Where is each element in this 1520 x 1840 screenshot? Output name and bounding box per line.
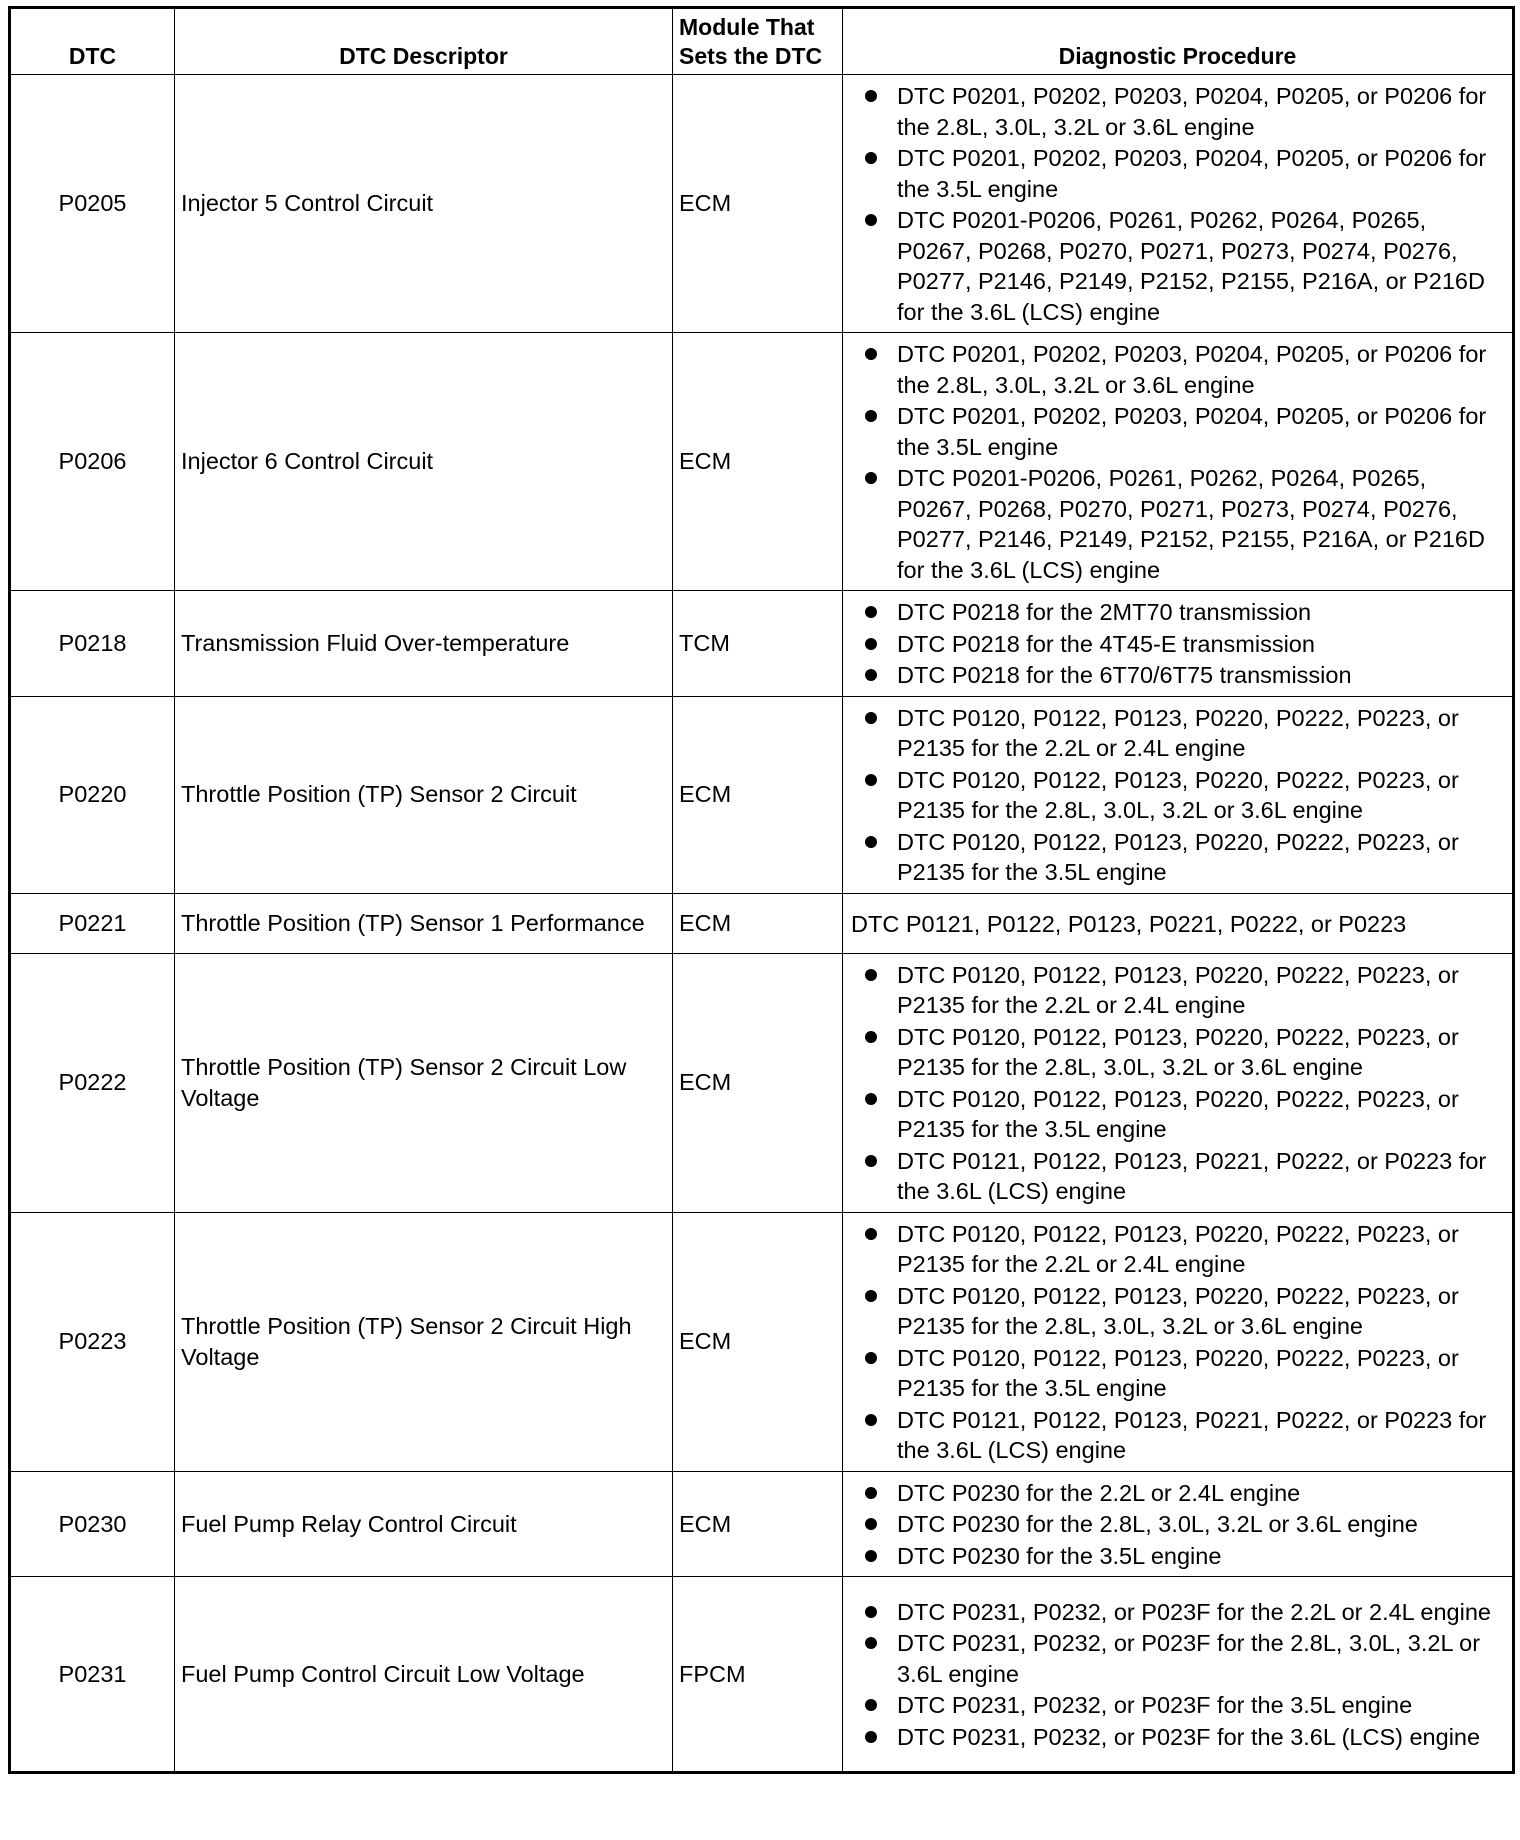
procedure-list (851, 81, 1504, 327)
procedure-item (851, 1146, 1504, 1207)
procedure-item (851, 1084, 1504, 1145)
table-row (10, 75, 1514, 333)
procedure-item (851, 205, 1504, 327)
procedure-item (851, 143, 1504, 204)
procedure-list (851, 1478, 1504, 1572)
header-dtc: DTC (10, 8, 175, 75)
procedure-link[interactable]: DTC P0218 for the 6T70/6T75 transmission (897, 662, 1352, 688)
table-body (10, 75, 1514, 1773)
dtc-module: FPCM (673, 1577, 843, 1773)
dtc-module: TCM (673, 591, 843, 697)
procedure-link[interactable]: DTC P0231, P0232, or P023F for the 3.6L (LCS) engine (897, 1723, 1481, 1750)
bullet-icon (865, 1606, 877, 1618)
table-header-row (10, 8, 1514, 75)
procedure-link[interactable]: DTC P0120, P0122, P0123, P0220, P0222, P0223, or P2135 for the 2.2L or 2.4L engine (897, 704, 1459, 761)
procedure-item (851, 597, 1504, 628)
dtc-descriptor: Fuel Pump Control Circuit Low Voltage (175, 1577, 673, 1773)
procedure-link[interactable]: DTC P0120, P0122, P0123, P0220, P0222, P0223, or P2135 for the 2.8L, 3.0L, 3.2L or 3.6L engine (897, 766, 1459, 823)
procedure-item (851, 1343, 1504, 1404)
dtc-code: P0222 (10, 953, 175, 1212)
dtc-module: ECM (673, 75, 843, 333)
dtc-module: ECM (673, 893, 843, 953)
procedure-link[interactable]: DTC P0201-P0206, P0261, P0262, P0264, P0265, P0267, P0268, P0270, P0271, P0273, P0274, P0276, P0277, P2146, P2149, P2152, P2155, P216A, or P216D for the 3.6L (LCS) engine (897, 207, 1485, 325)
table-row (10, 1577, 1514, 1773)
procedure-item (851, 1722, 1504, 1753)
table-row (10, 953, 1514, 1212)
bullet-icon (865, 1352, 877, 1364)
dtc-descriptor: Throttle Position (TP) Sensor 2 Circuit (175, 696, 673, 893)
procedure-link[interactable]: DTC P0120, P0122, P0123, P0220, P0222, P0223, or P2135 for the 3.5L engine (897, 828, 1459, 885)
dtc-descriptor: Transmission Fluid Over-temperature (175, 591, 673, 697)
bullet-icon (865, 348, 877, 360)
header-procedure: Diagnostic Procedure (843, 8, 1514, 75)
procedure-item (851, 765, 1504, 826)
table-row (10, 1471, 1514, 1577)
table-row (10, 696, 1514, 893)
dtc-module: ECM (673, 1471, 843, 1577)
dtc-code: P0221 (10, 893, 175, 953)
diagnostic-procedure (843, 591, 1514, 697)
bullet-icon (865, 836, 877, 848)
diagnostic-procedure (843, 333, 1514, 591)
bullet-icon (865, 774, 877, 786)
procedure-link[interactable]: DTC P0120, P0122, P0123, P0220, P0222, P0223, or P2135 for the 2.2L or 2.4L engine (897, 961, 1459, 1018)
procedure-list (851, 339, 1504, 585)
diagnostic-procedure (843, 893, 1514, 953)
dtc-module: ECM (673, 1212, 843, 1471)
bullet-icon (865, 669, 877, 681)
dtc-code: P0230 (10, 1471, 175, 1577)
procedure-link[interactable]: DTC P0201, P0202, P0203, P0204, P0205, or P0206 for the 2.8L, 3.0L, 3.2L or 3.6L engine (897, 83, 1487, 140)
procedure-link[interactable]: DTC P0201, P0202, P0203, P0204, P0205, or P0206 for the 3.5L engine (897, 145, 1487, 202)
dtc-table (8, 6, 1515, 1774)
dtc-code: P0223 (10, 1212, 175, 1471)
dtc-code: P0220 (10, 696, 175, 893)
procedure-item (851, 960, 1504, 1021)
procedure-item (851, 660, 1504, 691)
bullet-icon (865, 472, 877, 484)
procedure-item (851, 81, 1504, 142)
procedure-item (851, 1478, 1504, 1509)
table-row (10, 591, 1514, 697)
dtc-module: ECM (673, 696, 843, 893)
procedure-item (851, 1405, 1504, 1466)
procedure-list (851, 960, 1504, 1207)
dtc-descriptor: Throttle Position (TP) Sensor 1 Performance (175, 893, 673, 953)
dtc-module: ECM (673, 333, 843, 591)
table-row (10, 893, 1514, 953)
diagnostic-procedure (843, 75, 1514, 333)
procedure-link[interactable]: DTC P0121, P0122, P0123, P0221, P0222, or P0223 for the 3.6L (LCS) engine (897, 1406, 1487, 1463)
procedure-list (851, 597, 1504, 691)
procedure-item (851, 1597, 1504, 1628)
header-module: Module That Sets the DTC (673, 8, 843, 75)
procedure-link[interactable]: DTC P0121, P0122, P0123, P0221, P0222, or P0223 (851, 910, 1407, 937)
procedure-link[interactable]: DTC P0120, P0122, P0123, P0220, P0222, P0223, or P2135 for the 2.8L, 3.0L, 3.2L or 3.6L engine (897, 1282, 1459, 1339)
bullet-icon (865, 410, 877, 422)
procedure-link[interactable]: DTC P0231, P0232, or P023F for the 2.2L or 2.4L engine (897, 1598, 1491, 1625)
procedure-link[interactable]: DTC P0201-P0206, P0261, P0262, P0264, P0265, P0267, P0268, P0270, P0271, P0273, P0274, P0276, P0277, P2146, P2149, P2152, P2155, P216A, or P216D for the 3.6L (LCS) engine (897, 465, 1485, 583)
procedure-list (851, 1597, 1504, 1753)
procedure-item (851, 1690, 1504, 1721)
bullet-icon (865, 606, 877, 618)
procedure-link[interactable]: DTC P0218 for the 2MT70 transmission (897, 599, 1312, 625)
procedure-link[interactable]: DTC P0230 for the 3.5L engine (897, 1542, 1222, 1569)
diagnostic-procedure (843, 1212, 1514, 1471)
procedure-list (851, 703, 1504, 888)
dtc-code: P0206 (10, 333, 175, 591)
header-descriptor: DTC Descriptor (175, 8, 673, 75)
bullet-icon (865, 1637, 877, 1649)
procedure-item (851, 1022, 1504, 1083)
procedure-link[interactable]: DTC P0201, P0202, P0203, P0204, P0205, or P0206 for the 2.8L, 3.0L, 3.2L or 3.6L engine (897, 341, 1487, 398)
diagnostic-procedure (843, 696, 1514, 893)
bullet-icon (865, 1093, 877, 1105)
procedure-item (851, 1281, 1504, 1342)
bullet-icon (865, 1414, 877, 1426)
procedure-link[interactable]: DTC P0120, P0122, P0123, P0220, P0222, P0223, or P2135 for the 3.5L engine (897, 1085, 1459, 1142)
procedure-item (851, 401, 1504, 462)
bullet-icon (865, 152, 877, 164)
dtc-code: P0218 (10, 591, 175, 697)
procedure-link[interactable]: DTC P0231, P0232, or P023F for the 2.8L, 3.0L, 3.2L or 3.6L engine (897, 1630, 1481, 1687)
table-row (10, 333, 1514, 591)
procedure-link[interactable]: DTC P0120, P0122, P0123, P0220, P0222, P0223, or P2135 for the 3.5L engine (897, 1344, 1459, 1401)
procedure-item (851, 1628, 1504, 1689)
dtc-descriptor: Fuel Pump Relay Control Circuit (175, 1471, 673, 1577)
dtc-descriptor: Throttle Position (TP) Sensor 2 Circuit High Voltage (175, 1212, 673, 1471)
dtc-descriptor: Injector 6 Control Circuit (175, 333, 673, 591)
procedure-item (851, 629, 1504, 660)
diagnostic-procedure (843, 1471, 1514, 1577)
procedure-link[interactable]: DTC P0120, P0122, P0123, P0220, P0222, P0223, or P2135 for the 2.8L, 3.0L, 3.2L or 3.6L engine (897, 1023, 1459, 1080)
dtc-code: P0205 (10, 75, 175, 333)
bullet-icon (865, 1518, 877, 1530)
diagnostic-procedure (843, 1577, 1514, 1773)
bullet-icon (865, 1731, 877, 1743)
procedure-link[interactable]: DTC P0230 for the 2.8L, 3.0L, 3.2L or 3.6L engine (897, 1511, 1418, 1537)
bullet-icon (865, 1487, 877, 1499)
procedure-item (851, 1541, 1504, 1572)
bullet-icon (865, 214, 877, 226)
bullet-icon (865, 1699, 877, 1711)
procedure-item (851, 827, 1504, 888)
bullet-icon (865, 1228, 877, 1240)
procedure-link[interactable]: DTC P0218 for the 4T45-E transmission (897, 630, 1315, 657)
bullet-icon (865, 1031, 877, 1043)
bullet-icon (865, 1290, 877, 1302)
dtc-descriptor: Injector 5 Control Circuit (175, 75, 673, 333)
bullet-icon (865, 1550, 877, 1562)
diagnostic-procedure (843, 953, 1514, 1212)
procedure-item (851, 463, 1504, 585)
procedure-link[interactable]: DTC P0201, P0202, P0203, P0204, P0205, or P0206 for the 3.5L engine (897, 403, 1487, 460)
procedure-item (851, 1219, 1504, 1280)
procedure-link[interactable]: DTC P0121, P0122, P0123, P0221, P0222, or P0223 for the 3.6L (LCS) engine (897, 1147, 1487, 1204)
procedure-link[interactable]: DTC P0120, P0122, P0123, P0220, P0222, P0223, or P2135 for the 2.2L or 2.4L engine (897, 1220, 1459, 1277)
bullet-icon (865, 712, 877, 724)
dtc-descriptor: Throttle Position (TP) Sensor 2 Circuit Low Voltage (175, 953, 673, 1212)
bullet-icon (865, 90, 877, 102)
procedure-item (851, 1509, 1504, 1540)
procedure-list (851, 1219, 1504, 1466)
bullet-icon (865, 1155, 877, 1167)
dtc-module: ECM (673, 953, 843, 1212)
procedure-item (851, 339, 1504, 400)
dtc-code: P0231 (10, 1577, 175, 1773)
bullet-icon (865, 638, 877, 650)
procedure-link[interactable]: DTC P0231, P0232, or P023F for the 3.5L engine (897, 1692, 1413, 1719)
procedure-item (851, 703, 1504, 764)
table-row (10, 1212, 1514, 1471)
procedure-link[interactable]: DTC P0230 for the 2.2L or 2.4L engine (897, 1479, 1301, 1506)
bullet-icon (865, 969, 877, 981)
